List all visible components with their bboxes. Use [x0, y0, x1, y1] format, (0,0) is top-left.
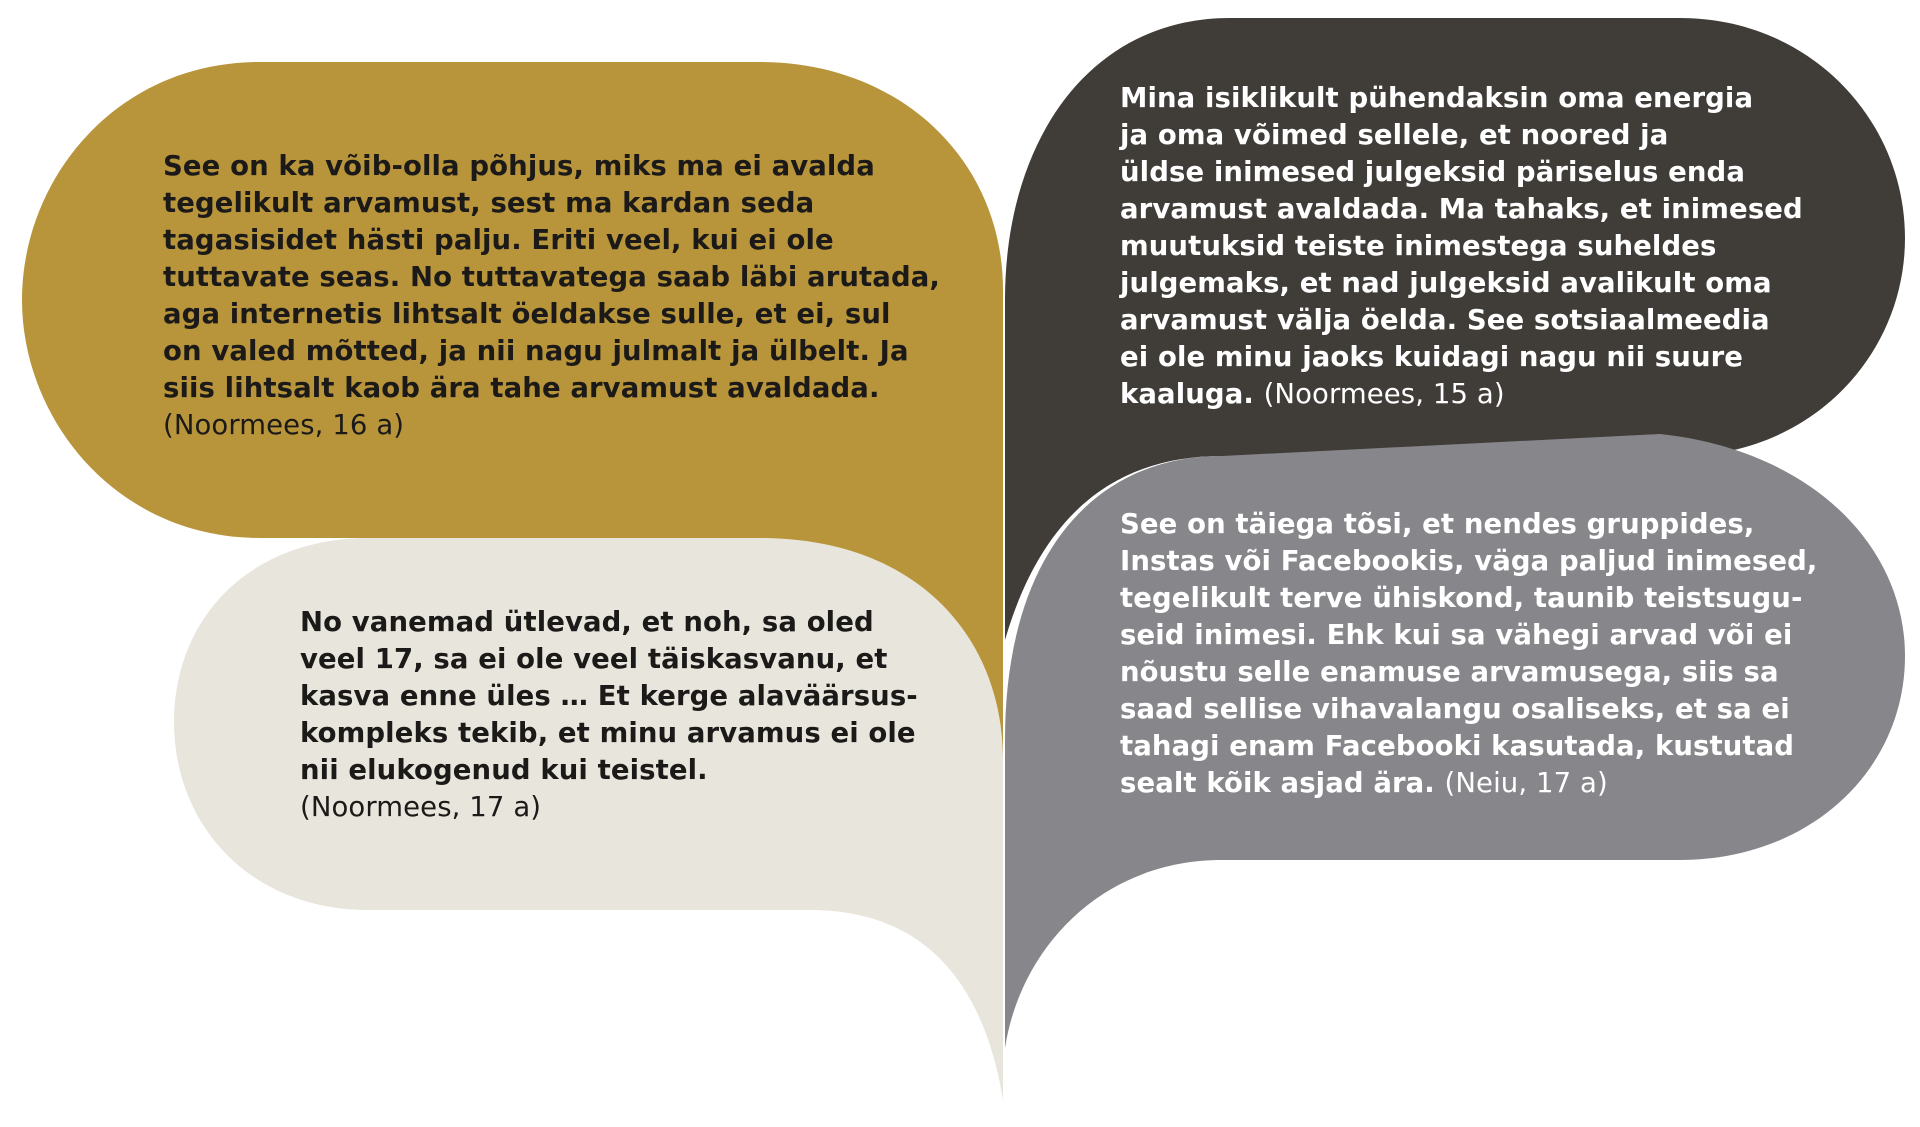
quote-line: tegelikult terve ühiskond, taunib teistsugu-: [1120, 582, 1803, 614]
quote-cream: [300, 604, 918, 826]
quote-line: See on täiega tõsi, et nendes gruppides,: [1120, 508, 1755, 540]
quote-line: kompleks tekib, et minu arvamus ei ole: [300, 717, 916, 749]
quote-line: saad sellise vihavalangu osaliseks, et sa ei: [1120, 693, 1790, 725]
quote-line: Mina isiklikult pühendaksin oma energia: [1120, 82, 1754, 114]
quote-last-line: [1120, 376, 1803, 413]
quote-line: tagasisidet hästi palju. Eriti veel, kui ei ole: [163, 224, 834, 256]
quote-line: kaaluga.: [1120, 378, 1254, 410]
quote-line: veel 17, sa ei ole veel täiskasvanu, et: [300, 643, 888, 675]
quote-line: ja oma võimed sellele, et noored ja: [1120, 119, 1669, 151]
quote-line: nii elukogenud kui teistel.: [300, 754, 708, 786]
quote-line: sealt kõik asjad ära.: [1120, 767, 1435, 799]
quote-attribution: (Noormees, 15 a): [1263, 378, 1505, 410]
quote-line: seid inimesi. Ehk kui sa vähegi arvad või ei: [1120, 619, 1793, 651]
quote-line: siis lihtsalt kaob ära tahe arvamust avaldada.: [163, 372, 880, 404]
quote-line: kasva enne üles … Et kerge alaväärsus-: [300, 680, 918, 712]
quote-line: tuttavate seas. No tuttavatega saab läbi arutada,: [163, 261, 940, 293]
quote-line: julgemaks, et nad julgeksid avalikult oma: [1120, 267, 1772, 299]
quote-line: tegelikult arvamust, sest ma kardan seda: [163, 187, 815, 219]
quote-line: muutuksid teiste inimestega suheldes: [1120, 230, 1717, 262]
quote-line: Instas või Facebookis, väga paljud inimesed,: [1120, 545, 1818, 577]
quote-grey: [1120, 506, 1817, 802]
quote-line: aga internetis lihtsalt öeldakse sulle, et ei, sul: [163, 298, 891, 330]
quote-line: See on ka võib-olla põhjus, miks ma ei avalda: [163, 150, 875, 182]
quote-line: ei ole minu jaoks kuidagi nagu nii suure: [1120, 341, 1744, 373]
quote-line: No vanemad ütlevad, et noh, sa oled: [300, 606, 874, 638]
quote-line: arvamust avaldada. Ma tahaks, et inimesed: [1120, 193, 1803, 225]
quote-last-line: [1120, 765, 1817, 802]
quote-gold: [163, 148, 940, 444]
quote-dark: [1120, 80, 1803, 413]
quote-line: nõustu selle enamuse arvamusega, siis sa: [1120, 656, 1779, 688]
quote-line: üldse inimesed julgeksid päriselus enda: [1120, 156, 1745, 188]
quote-line: tahagi enam Facebooki kasutada, kustutad: [1120, 730, 1795, 762]
quote-line: on valed mõtted, ja nii nagu julmalt ja ülbelt. Ja: [163, 335, 909, 367]
quote-attribution: (Noormees, 17 a): [300, 791, 542, 823]
quote-line: arvamust välja öelda. See sotsiaalmeedia: [1120, 304, 1770, 336]
quote-attribution: (Neiu, 17 a): [1444, 767, 1608, 799]
quote-attribution: (Noormees, 16 a): [163, 409, 405, 441]
